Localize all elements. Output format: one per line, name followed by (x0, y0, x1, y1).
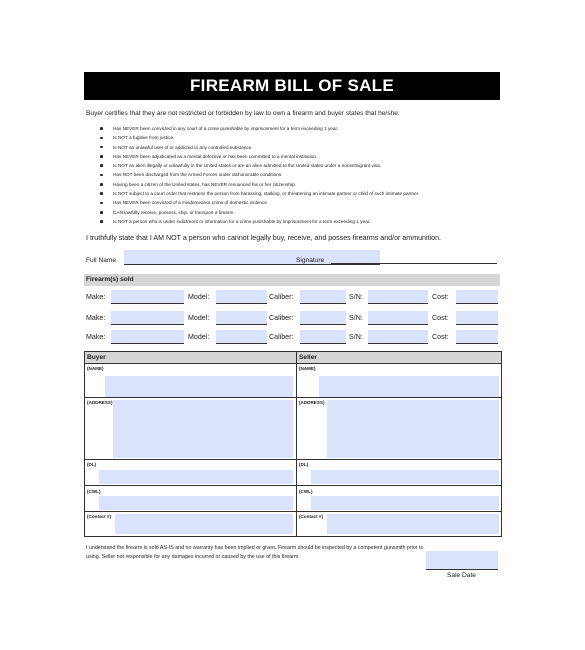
seller-dl-label: (DL) (299, 462, 309, 467)
buyer-name-label: (NAME) (87, 366, 104, 371)
requirement-item: Is NOT a fugitive from justice. (100, 133, 500, 142)
cost-field[interactable] (456, 290, 498, 304)
sn-field[interactable] (368, 290, 428, 304)
sn-label: S/N: (349, 293, 363, 301)
buyer-address-field[interactable] (113, 400, 293, 458)
requirement-item: Is NOT subject to a court order that restrains the person from harassing, stalking, or threatening an intimate partner or child of such intimate partner. (100, 189, 500, 198)
seller-cwl-field[interactable] (311, 496, 499, 510)
seller-cwl-label: (CWL) (299, 489, 313, 494)
firearm-row (86, 330, 500, 344)
buyer-seller-table (84, 351, 502, 537)
make-field[interactable] (111, 311, 184, 325)
model-field[interactable] (216, 311, 267, 325)
sn-label: S/N: (349, 333, 363, 341)
make-label: Make: (86, 333, 106, 341)
form-title: FIREARM BILL OF SALE (84, 72, 500, 100)
divider (85, 459, 501, 460)
divider (85, 363, 501, 364)
requirements-list (100, 124, 500, 226)
sn-field[interactable] (368, 311, 428, 325)
seller-name-label: (NAME) (299, 366, 316, 371)
requirement-item: Having been a citizen of the United states, has NEVER renounced his or her citizenship. (100, 180, 500, 189)
firearms-section-header: Firearm(s) sold (84, 274, 500, 286)
requirement-item: Is NOT an unlawful user of or addicted to any controlled substance. (100, 143, 500, 152)
divider (85, 511, 501, 512)
cost-label: Cost: (432, 333, 449, 341)
seller-heading: Seller (297, 352, 501, 363)
buyer-cwl-label: (CWL) (87, 489, 101, 494)
buyer-contact-label: (Contact #) (87, 514, 111, 519)
model-label: Model: (188, 293, 210, 301)
buyer-dl-field[interactable] (99, 470, 293, 484)
seller-dl-field[interactable] (311, 470, 499, 484)
requirement-item: Has NEVER been convicted in any court of a crime punishable by imprisonment for a term exceeding 1 year. (100, 124, 500, 133)
cost-field[interactable] (456, 311, 498, 325)
requirement-item: Has NOT been discharged from the Armed Forces under dishonorable conditions. (100, 170, 500, 179)
model-field[interactable] (216, 330, 267, 344)
full-name-label: Full Name (86, 257, 117, 264)
requirement-item: Has NEVER been convicted of a misdemeanor crime of domestic violence (100, 198, 500, 207)
signature-label: Signature (296, 257, 325, 264)
caliber-label: Caliber: (269, 293, 294, 301)
seller-address-label: (ADDRESS) (299, 400, 325, 405)
buyer-certification-intro: Buyer certifies that they are not restricted or forbidden by law to own a firearm and buyer states that he/she: (86, 110, 400, 117)
model-field[interactable] (216, 290, 267, 304)
requirement-item: Is NOT an alien illegally or unlawfully in the United states or are an alien admitted to the United states under a nonimmigrant visa. (100, 161, 500, 170)
cost-field[interactable] (456, 330, 498, 344)
truthful-statement: I truthfully state that I AM NOT a person who cannot legally buy, receive, and posses firearms and/or ammunition. (86, 234, 441, 242)
buyer-name-field[interactable] (105, 376, 293, 397)
make-label: Make: (86, 314, 106, 322)
buyer-heading: Buyer (85, 352, 296, 363)
firearm-row (86, 290, 500, 304)
seller-contact-label: (Contact #) (299, 514, 323, 519)
caliber-field[interactable] (300, 290, 346, 304)
seller-contact-field[interactable] (327, 514, 499, 534)
sale-date-field[interactable] (426, 551, 498, 570)
make-field[interactable] (111, 330, 184, 344)
divider (85, 397, 501, 398)
buyer-cwl-field[interactable] (99, 496, 293, 510)
sn-field[interactable] (368, 330, 428, 344)
buyer-dl-label: (DL) (87, 462, 97, 467)
caliber-field[interactable] (300, 311, 346, 325)
signature-line[interactable] (331, 263, 497, 264)
as-is-acknowledgement: I understand the firearm is sold AS-IS and no warranty has been implied or given. Firearm should be inspected by a competent gunsmith prior to using. Seller not responsible for any damages incurred or caused by the use of this firearm. (86, 545, 424, 560)
sale-date-label: Sale Date (447, 572, 476, 579)
cost-label: Cost: (432, 293, 449, 301)
caliber-label: Caliber: (269, 314, 294, 322)
divider (85, 485, 501, 486)
firearm-row (86, 311, 500, 325)
divider (296, 352, 297, 536)
model-label: Model: (188, 314, 210, 322)
buyer-address-label: (ADDRESS) (87, 400, 113, 405)
requirement-item: Is NOT a person who is under indictment or information for a crime punishable by imprisonment for a term exceeding 1 year. (100, 217, 500, 226)
model-label: Model: (188, 333, 210, 341)
seller-address-field[interactable] (327, 400, 499, 458)
requirement-item: Has NEVER been adjudicated as a mental defective or has been committed to a mental institution. (100, 152, 500, 161)
caliber-label: Caliber: (269, 333, 294, 341)
requirement-item: CAN lawfully receive, possess, ship, or transport a firearm. (100, 208, 500, 217)
make-label: Make: (86, 293, 106, 301)
caliber-field[interactable] (300, 330, 346, 344)
name-signature-row (86, 250, 500, 266)
cost-label: Cost: (432, 314, 449, 322)
buyer-contact-field[interactable] (115, 514, 293, 534)
sn-label: S/N: (349, 314, 363, 322)
make-field[interactable] (111, 290, 184, 304)
seller-name-field[interactable] (319, 376, 499, 397)
